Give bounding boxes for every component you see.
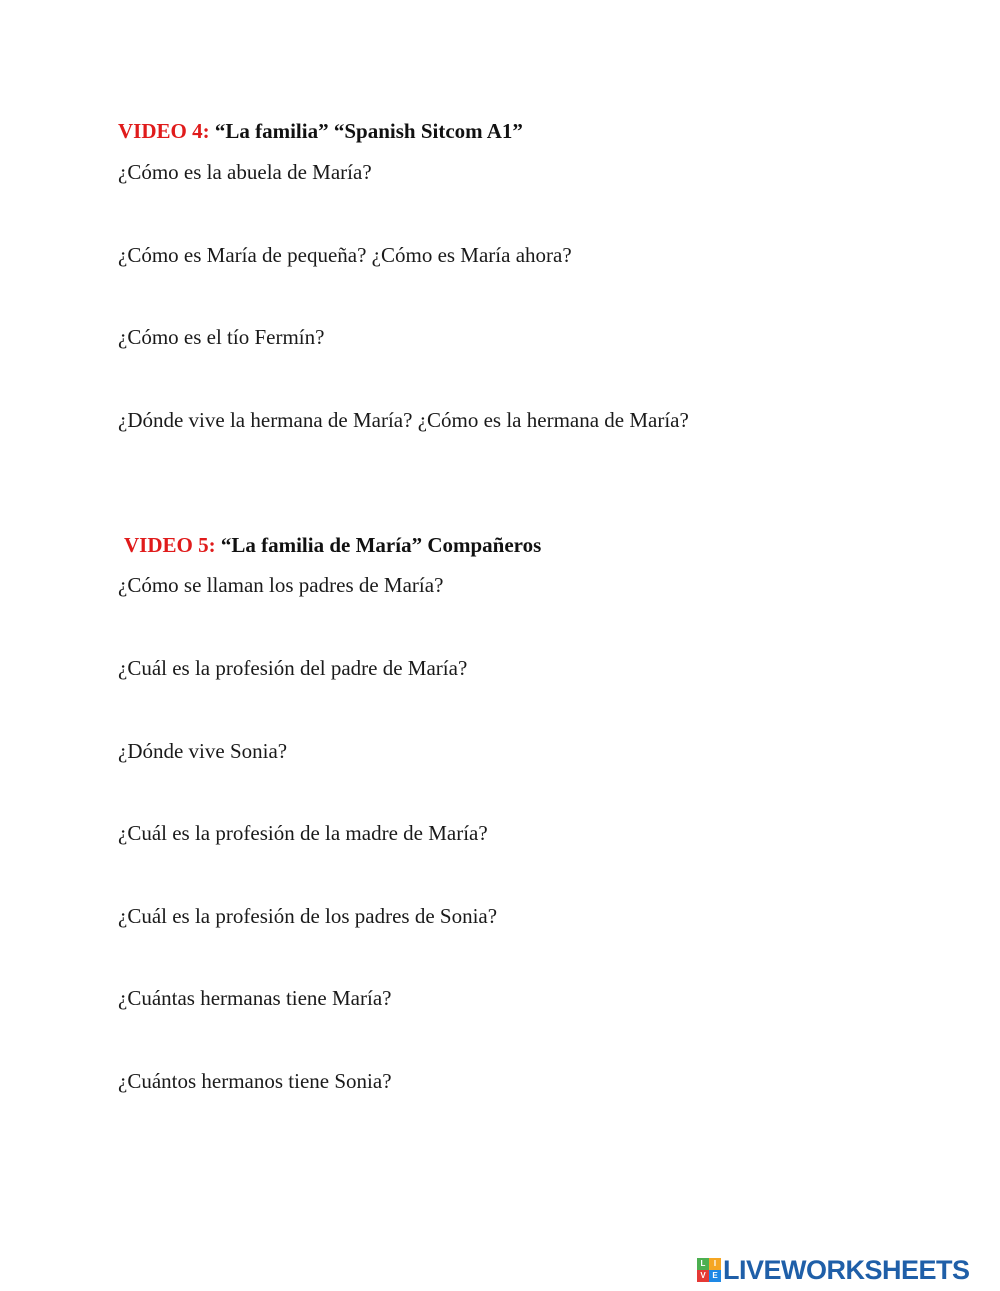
video-title: “La familia” “Spanish Sitcom A1” [214, 119, 523, 143]
question: ¿Cuál es la profesión del padre de María? [118, 656, 468, 680]
question: ¿Cuántos hermanos tiene Sonia? [118, 1069, 392, 1093]
liveworksheets-logo-icon: L I V E [697, 1258, 721, 1282]
question: ¿Cómo es el tío Fermín? [118, 325, 325, 349]
section-heading-video-4 [118, 118, 523, 144]
question: ¿Cómo es la abuela de María? [118, 160, 372, 184]
video-label: VIDEO 4: [118, 119, 210, 143]
video-title: “La familia de María” Compañeros [220, 533, 542, 557]
section-heading-video-5 [124, 532, 541, 558]
video-label: VIDEO 5: [124, 533, 216, 557]
question: ¿Cuál es la profesión de los padres de Sonia? [118, 904, 498, 928]
question: ¿Dónde vive Sonia? [118, 739, 288, 763]
question: ¿Cuántas hermanas tiene María? [118, 986, 392, 1010]
question: ¿Cómo es María de pequeña? ¿Cómo es María ahora? [118, 243, 572, 267]
question: ¿Dónde vive la hermana de María? ¿Cómo es la hermana de María? [118, 408, 689, 432]
question: ¿Cómo se llaman los padres de María? [118, 573, 444, 597]
question: ¿Cuál es la profesión de la madre de María? [118, 821, 488, 845]
logo-text: LIVEWORKSHEETS [723, 1254, 970, 1285]
liveworksheets-logo [697, 1256, 970, 1284]
